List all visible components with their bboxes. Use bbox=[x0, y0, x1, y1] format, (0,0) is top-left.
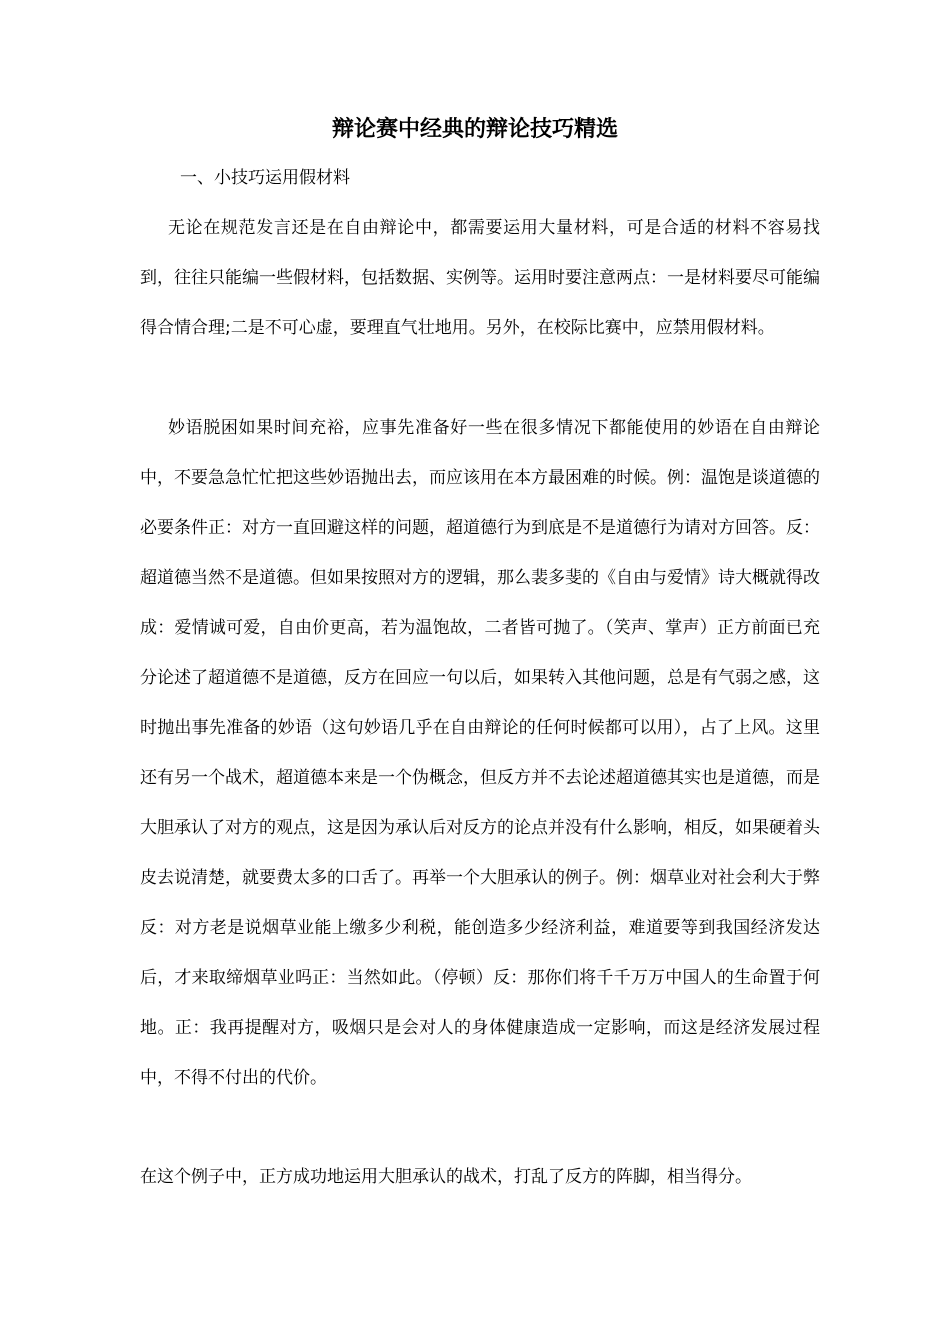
paragraph-3: 在这个例子中，正方成功地运用大胆承认的战术，打乱了反方的阵脚，相当得分。 bbox=[140, 1167, 752, 1187]
section-heading: 一、小技巧运用假材料 bbox=[180, 168, 350, 188]
paragraph-2: 妙语脱困如果时间充裕，应事先准备好一些在很多情况下都能使用的妙语在自由辩论中，不要急急忙忙把这些妙语抛出去，而应该用在本方最困难的时候。例：温饱是谈道德的必要条件正：对方一直回避这样的问题，超道德行为到底是不是道德行为请对方回答。反：超道德当然不是道德。但如果按照对方的逻辑，那么裴多斐的《自由与爱情》诗大概就得改成：爱情诚可爱，自由价更高，若为温饱故，二者皆可抛了。（笑声、掌声）正方前面已充分论述了超道德不是道德，反方在回应一句以后，如果转入其他问题，总是有气弱之感，这时抛出事先准备的妙语（这句妙语几乎在自由辩论的任何时候都可以用），占了上风。这里还有另一个战术，超道德本来是一个伪概念，但反方并不去论述超道德其实也是道德，而是大胆承认了对方的观点，这是因为承认后对反方的论点并没有什么影响，相反，如果硬着头皮去说清楚，就要费太多的口舌了。再举一个大胆承认的例子。例：烟草业对社会利大于弊反：对方老是说烟草业能上缴多少利税，能创造多少经济利益，难道要等到我国经济发达后，才来取缔烟草业吗正：当然如此。（停顿）反：那你们将千千万万中国人的生命置于何地。正：我再提醒对方，吸烟只是会对人的身体健康造成一定影响，而这是经济发展过程中，不得不付出的代价。 bbox=[140, 418, 820, 1088]
document-title: 辩论赛中经典的辩论技巧精选 bbox=[331, 117, 618, 142]
paragraph-1: 无论在规范发言还是在自由辩论中，都需要运用大量材料，可是合适的材料不容易找到，往往只能编一些假材料，包括数据、实例等。运用时要注意两点：一是材料要尽可能编得合情合理;二是不可心虚，要理直气壮地用。另外，在校际比赛中，应禁用假材料。 bbox=[140, 218, 820, 338]
